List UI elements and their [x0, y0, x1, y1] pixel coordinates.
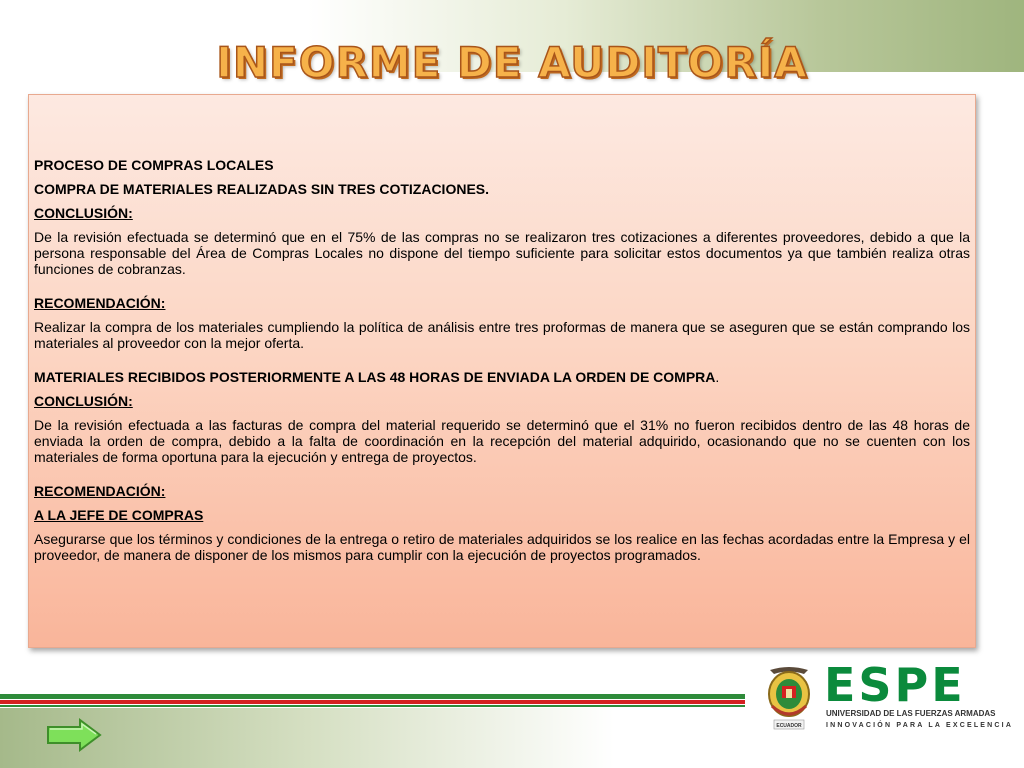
university-name: UNIVERSIDAD DE LAS FUERZAS ARMADAS — [826, 709, 996, 718]
recommendation-paragraph: Asegurarse que los términos y condiciones de la entrega o retiro de materiales adquiridos se los realice en las fechas acordadas entre la Empresa y el proveedor, de manera de disponer de los mismos para cumplir con la ejecución de proyectos programados. — [34, 531, 970, 563]
university-seal-icon — [760, 664, 818, 732]
conclusion-label — [34, 393, 970, 409]
footer-stripe-red — [0, 700, 745, 704]
next-slide-button[interactable] — [46, 718, 102, 752]
conclusion-paragraph: De la revisión efectuada se determinó que en el 75% de las compras no se realizaron tres cotizaciones a diferentes proveedores, debido a que la persona responsable del Área de Compras Locales no dispone del tiempo suficiente para solicitar estos documentos ya que también realiza otras funciones de cobranzas. — [34, 229, 970, 277]
recommendation-addressee-text: A LA JEFE DE COMPRAS — [34, 507, 204, 523]
university-tagline: INNOVACIÓN PARA LA EXCELENCIA — [826, 722, 1014, 729]
conclusion-label — [34, 205, 970, 221]
conclusion-paragraph: De la revisión efectuada a las facturas de compra del material requerido se determinó que el 31% no fueron recibidos dentro de las 48 horas de enviada la orden de compra, debido a la falta de coordinación en la recepción del material adquirido, ocasionando que no se cuenten con los materiales de forma oportuna para la ejecución y entrega de proyectos. — [34, 417, 970, 465]
conclusion-label-text: CONCLUSIÓN: — [34, 205, 133, 221]
finding-heading-cotizaciones: COMPRA DE MATERIALES REALIZADAS SIN TRES COTIZACIONES. — [34, 181, 490, 197]
recommendation-label — [34, 295, 970, 311]
finding-heading-period: . — [715, 369, 720, 385]
right-arrow-icon — [46, 718, 102, 752]
espe-logo — [760, 658, 1014, 734]
footer-stripe-green-thin — [0, 705, 745, 707]
slide-title: INFORME DE AUDITORÍA — [216, 38, 808, 87]
seal-caption: ECUADOR — [776, 723, 802, 729]
espe-wordmark: ESPE — [824, 658, 966, 712]
section-heading-compras-locales: PROCESO DE COMPRAS LOCALES — [34, 157, 274, 173]
finding-heading-48-horas-text: MATERIALES RECIBIDOS POSTERIORMENTE A LAS 48 HORAS DE ENVIADA LA ORDEN DE COMPRA — [34, 369, 716, 385]
finding-heading-48-horas — [34, 369, 970, 385]
conclusion-label-text: CONCLUSIÓN: — [34, 393, 133, 409]
report-content-box — [28, 94, 976, 648]
recommendation-addressee — [34, 507, 970, 523]
recommendation-paragraph: Realizar la compra de los materiales cumpliendo la política de análisis entre tres proformas de manera que se aseguren que se están comprando los materiales al proveedor con la mejor oferta. — [34, 319, 970, 351]
recommendation-label-text: RECOMENDACIÓN: — [34, 483, 166, 499]
recommendation-label-text: RECOMENDACIÓN: — [34, 295, 166, 311]
footer-stripe-green — [0, 694, 745, 699]
recommendation-label — [34, 483, 970, 499]
